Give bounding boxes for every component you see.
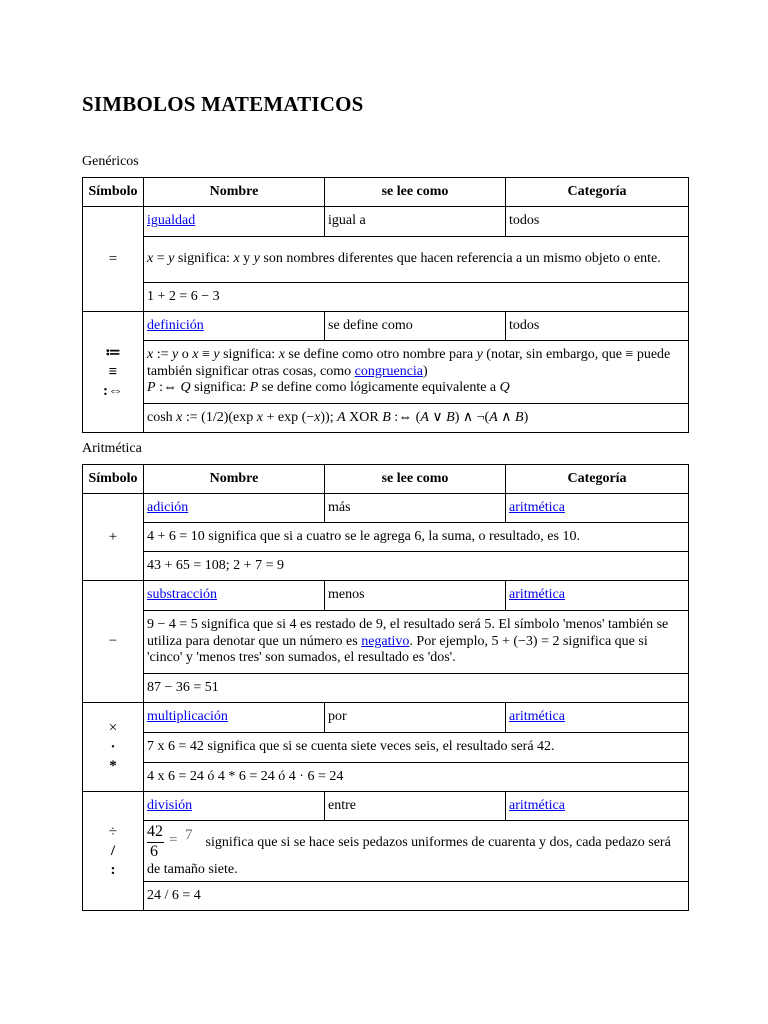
page-title: SIMBOLOS MATEMATICOS xyxy=(82,92,364,116)
description-cell: 42 6 = 7 significa que si se hace seis pedazos uniformes de cuarenta y dos, cada pedazo será de tamaño siete. xyxy=(144,821,689,882)
header-category: Categoría xyxy=(506,465,689,494)
symbol-cell xyxy=(83,581,144,703)
table-row xyxy=(83,523,689,552)
fraction-formula: 42 6 = 7 xyxy=(147,822,193,860)
name-cell xyxy=(144,312,325,341)
header-symbol: Símbolo xyxy=(83,465,144,494)
name-cell xyxy=(144,494,325,523)
example-cell: 87 − 36 = 51 xyxy=(144,674,689,703)
example-cell: cosh x := (1/2)(exp x + exp (−x)); A XOR B :⇔ (A ∨ B) ∧ ¬(A ∧ B) xyxy=(144,404,689,433)
link-aritmetica[interactable]: aritmética xyxy=(509,587,565,603)
table-row xyxy=(83,792,689,821)
table-row xyxy=(83,341,689,404)
reads-cell: entre xyxy=(325,792,506,821)
link-aritmetica[interactable]: aritmética xyxy=(509,797,565,813)
link-igualdad[interactable]: igualdad xyxy=(147,213,196,229)
header-reads: se lee como xyxy=(325,178,506,207)
symbol-plus: + xyxy=(108,528,118,545)
header-symbol: Símbolo xyxy=(83,178,144,207)
reads-cell: igual a xyxy=(325,207,506,237)
table-row xyxy=(83,207,689,237)
section-label-aritmetica: Aritmética xyxy=(82,441,142,456)
link-substraccion[interactable]: substracción xyxy=(147,587,217,603)
description-cell: 7 x 6 = 42 significa que si se cuenta siete veces seis, el resultado será 42. xyxy=(144,733,689,763)
table-row xyxy=(83,703,689,733)
symbol-colon: : xyxy=(110,861,116,878)
reads-cell: menos xyxy=(325,581,506,611)
table-row xyxy=(83,283,689,312)
symbol-slash: / xyxy=(110,842,116,859)
table-row xyxy=(83,581,689,611)
symbol-asterisk: * xyxy=(109,757,117,774)
example-cell: 1 + 2 = 6 − 3 xyxy=(144,283,689,312)
link-negativo[interactable]: negativo xyxy=(361,633,410,649)
symbol-cell xyxy=(83,494,144,581)
table-row xyxy=(83,674,689,703)
category-cell xyxy=(506,581,689,611)
table-genericos xyxy=(82,177,689,433)
table-row xyxy=(83,312,689,341)
symbol-identical: ≡ xyxy=(108,363,118,380)
header-reads: se lee como xyxy=(325,465,506,494)
symbol-times: × xyxy=(108,719,118,736)
header-name: Nombre xyxy=(144,465,325,494)
symbol-cell xyxy=(83,207,144,312)
symbol-equals: = xyxy=(108,250,118,267)
symbol-colon-iff: :⇔ xyxy=(103,382,123,399)
header-row xyxy=(83,178,689,207)
table-row xyxy=(83,494,689,523)
table-row xyxy=(83,882,689,911)
table-row xyxy=(83,733,689,763)
name-cell xyxy=(144,207,325,237)
table-row xyxy=(83,552,689,581)
category-cell xyxy=(506,703,689,733)
reads-cell: se define como xyxy=(325,312,506,341)
name-cell xyxy=(144,581,325,611)
symbol-divide: ÷ xyxy=(108,823,118,840)
description-cell: 9 − 4 = 5 significa que si 4 es restado de 9, el resultado será 5. El símbolo 'menos' también se utiliza para denotar que un número es negativo. Por ejemplo, 5 + (−3) = 2 significa que si 'cinco' y 'menos tres' son sumados, el resultado es 'dos'. xyxy=(144,611,689,674)
reads-cell: más xyxy=(325,494,506,523)
table-row xyxy=(83,404,689,433)
link-definicion[interactable]: definición xyxy=(147,317,204,333)
category-cell xyxy=(506,494,689,523)
example-cell: 43 + 65 = 108; 2 + 7 = 9 xyxy=(144,552,689,581)
symbol-cell xyxy=(83,312,144,433)
name-cell xyxy=(144,703,325,733)
link-aritmetica[interactable]: aritmética xyxy=(509,709,565,725)
header-category: Categoría xyxy=(506,178,689,207)
description-cell: 4 + 6 = 10 significa que si a cuatro se le agrega 6, la suma, o resultado, es 10. xyxy=(144,523,689,552)
example-cell: 4 x 6 = 24 ó 4 * 6 = 24 ó 4 · 6 = 24 xyxy=(144,763,689,792)
category-cell: todos xyxy=(506,312,689,341)
description-cell: x = y significa: x y y son nombres diferentes que hacen referencia a un mismo objeto o ente. xyxy=(144,237,689,283)
symbol-colon-equals: ≔ xyxy=(104,344,122,361)
link-adicion[interactable]: adición xyxy=(147,499,189,515)
link-congruencia[interactable]: congruencia xyxy=(354,363,424,379)
table-row xyxy=(83,237,689,283)
table-row xyxy=(83,821,689,882)
table-row xyxy=(83,611,689,674)
link-division[interactable]: división xyxy=(147,797,193,813)
example-cell: 24 / 6 = 4 xyxy=(144,882,689,911)
link-aritmetica[interactable]: aritmética xyxy=(509,499,565,515)
description-cell: x := y o x ≡ y significa: x se define como otro nombre para y (notar, sin embargo, que ≡ puede también significar otras cosas, como congruencia) P :⇔ Q significa: P se define como lógicamente equivalente a Q xyxy=(144,341,689,404)
symbol-cell xyxy=(83,703,144,792)
name-cell xyxy=(144,792,325,821)
table-row xyxy=(83,763,689,792)
symbol-cell xyxy=(83,792,144,911)
header-name: Nombre xyxy=(144,178,325,207)
reads-cell: por xyxy=(325,703,506,733)
category-cell xyxy=(506,792,689,821)
symbol-minus: − xyxy=(108,633,118,649)
category-cell: todos xyxy=(506,207,689,237)
section-label-genericos: Genéricos xyxy=(82,154,139,169)
header-row xyxy=(83,465,689,494)
link-multiplicacion[interactable]: multiplicación xyxy=(147,709,228,725)
table-aritmetica xyxy=(82,464,689,911)
symbol-dot: · xyxy=(110,738,116,755)
